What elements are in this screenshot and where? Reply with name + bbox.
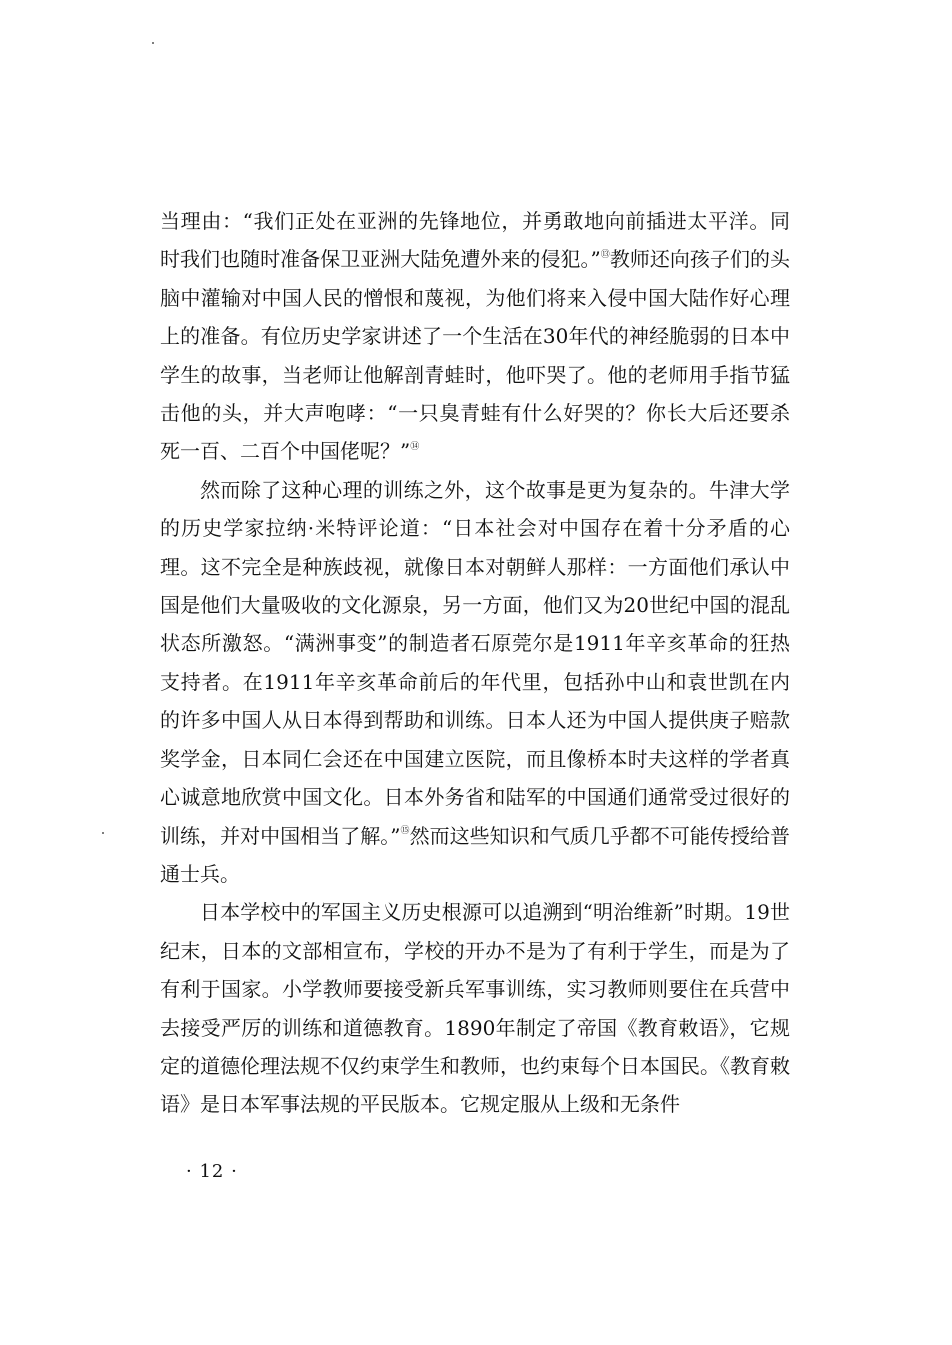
- footnote-ref: ⑭: [410, 441, 420, 452]
- body-text: [160, 202, 790, 1124]
- page-number: · 12 ·: [186, 1161, 238, 1182]
- paragraph-3: [160, 893, 790, 1123]
- paragraph-text: 当理由：“我们正处在亚洲的先锋地位，并勇敢地向前插进太平洋。同时我们也随时准备保卫亚洲大陆免遭外来的侵犯。”: [160, 209, 790, 272]
- scan-speck: [102, 832, 104, 834]
- footnote-ref: ⑮: [400, 825, 410, 836]
- paragraph-text: 然而这些知识和气质几乎都不可能传授给普通士兵。: [160, 823, 790, 886]
- footnote-ref: ⑬: [600, 249, 610, 260]
- paragraph-text: 日本学校中的军国主义历史根源可以追溯到“明治维新”时期。19世纪末，日本的文部相宣布，学校的开办不是为了有利于学生，而是为了有利于国家。小学教师要接受新兵军事训练，实习教师则要住在兵营中去接受严厉的训练和道德教育。1890年制定了帝国《教育敕语》，它规定的道德伦理法规不仅约束学生和教师，也约束每个日本国民。《教育敕语》是日本军事法规的平民版本。它规定服从上级和无条件: [160, 900, 790, 1117]
- paragraph-text: 教师还向孩子们的头脑中灌输对中国人民的憎恨和蔑视，为他们将来入侵中国大陆作好心理上的准备。有位历史学家讲述了一个生活在30年代的神经脆弱的日本中学生的故事，当老师让他解剖青蛙时，他吓哭了。他的老师用手指节猛击他的头，并大声咆哮：“一只臭青蛙有什么好哭的？你长大后还要杀死一百、二百个中国佬呢？”: [160, 247, 790, 464]
- scan-speck: [152, 42, 154, 44]
- paragraph-2: [160, 471, 790, 893]
- paragraph-text: 然而除了这种心理的训练之外，这个故事是更为复杂的。牛津大学的历史学家拉纳·米特评论道：“日本社会对中国存在着十分矛盾的心理。这不完全是种族歧视，就像日本对朝鲜人那样：一方面他们承认中国是他们大量吸收的文化源泉，另一方面，他们又为20世纪中国的混乱状态所激怒。“满洲事变”的制造者石原莞尔是1911年辛亥革命的狂热支持者。在1911年辛亥革命前后的年代里，包括孙中山和袁世凯在内的许多中国人从日本得到帮助和训练。日本人还为中国人提供庚子赔款奖学金，日本同仁会还在中国建立医院，而且像桥本时夫这样的学者真心诚意地欣赏中国文化。日本外务省和陆军的中国通们通常受过很好的训练，并对中国相当了解。”: [160, 477, 790, 848]
- paragraph-1: [160, 202, 790, 471]
